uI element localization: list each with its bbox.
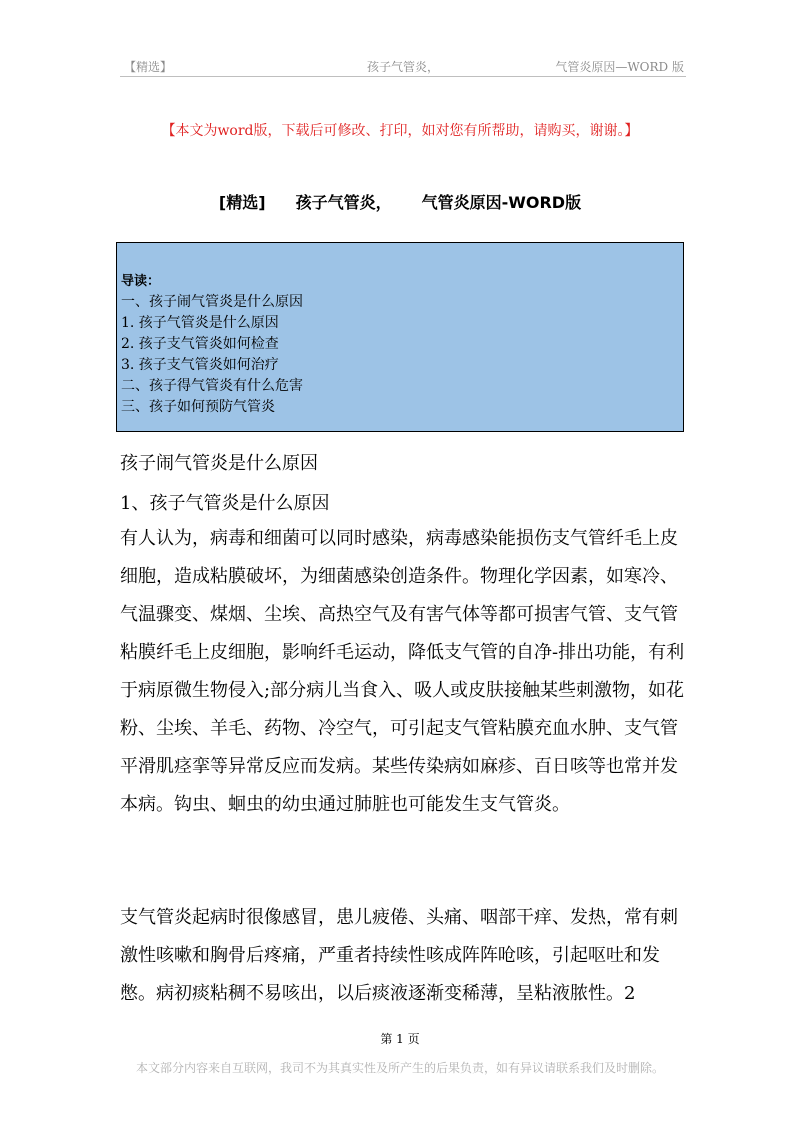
section-heading: 孩子闹气管炎是什么原因 (120, 453, 318, 474)
title-part-3: 气管炎原因-WORD版 (421, 193, 582, 212)
toc-item[interactable]: 二、孩子得气管炎有什么危害 (121, 378, 303, 394)
header-left-text: 【精选】 (124, 60, 173, 74)
header-right-text: 气管炎原因—WORD 版 (555, 60, 684, 74)
purchase-notice: 【本文为word版，下载后可修改、打印，如对您有所帮助，请购买，谢谢。】 (161, 123, 639, 139)
page-header (120, 56, 686, 77)
body-paragraph: 支气管炎起病时很像感冒，患儿疲倦、头痛、咽部干痒、发热，常有刺激性咳嗽和胸骨后疼痛，严重者持续性咳成阵阵呛咳，引起呕吐和发憋。病初痰粘稠不易咳出，以后痰液逐渐变稀薄，呈粘液脓性。2 (120, 907, 678, 1004)
subsection-heading: 1、孩子气管炎是什么原因 (120, 493, 330, 514)
title-part-2: 孩子气管炎， (295, 193, 392, 212)
toc-item[interactable]: 1. 孩子气管炎是什么原因 (121, 315, 279, 331)
toc-title: 导读： (121, 274, 161, 289)
page-number: 第 1 页 (380, 1032, 420, 1046)
footer-disclaimer: 本文部分内容来自互联网，我司不为其真实性及所产生的后果负责，如有异议请联系我们及时删除。 (135, 1061, 664, 1075)
title-part-1: [精选] (218, 193, 266, 212)
document-title (0, 190, 800, 213)
toc-item[interactable]: 一、孩子闹气管炎是什么原因 (121, 294, 303, 310)
table-of-contents (116, 242, 684, 432)
header-center-text: 孩子气管炎， (366, 60, 439, 74)
body-paragraph: 有人认为，病毒和细菌可以同时感染，病毒感染能损伤支气管纤毛上皮细胞，造成粘膜破坏，为细菌感染创造条件。物理化学因素，如寒冷、气温骤变、煤烟、尘埃、高热空气及有害气体等都可损害气管、支气管粘膜纤毛上皮细胞，影响纤毛运动，降低支气管的自净-排出功能，有利于病原微生物侵入;部分病儿当食入、吸人或皮肤接触某些刺激物，如花粉、尘埃、羊毛、药物、冷空气，可引起支气管粘膜充血水肿、支气管平滑肌痉挛等异常反应而发病。某些传染病如麻疹、百日咳等也常并发本病。钩虫、蛔虫的幼虫通过肺脏也可能发生支气管炎。 (120, 528, 685, 815)
toc-item[interactable]: 三、孩子如何预防气管炎 (121, 399, 275, 415)
toc-item[interactable]: 3. 孩子支气管炎如何治疗 (121, 357, 279, 373)
toc-item[interactable]: 2. 孩子支气管炎如何检查 (121, 336, 279, 352)
